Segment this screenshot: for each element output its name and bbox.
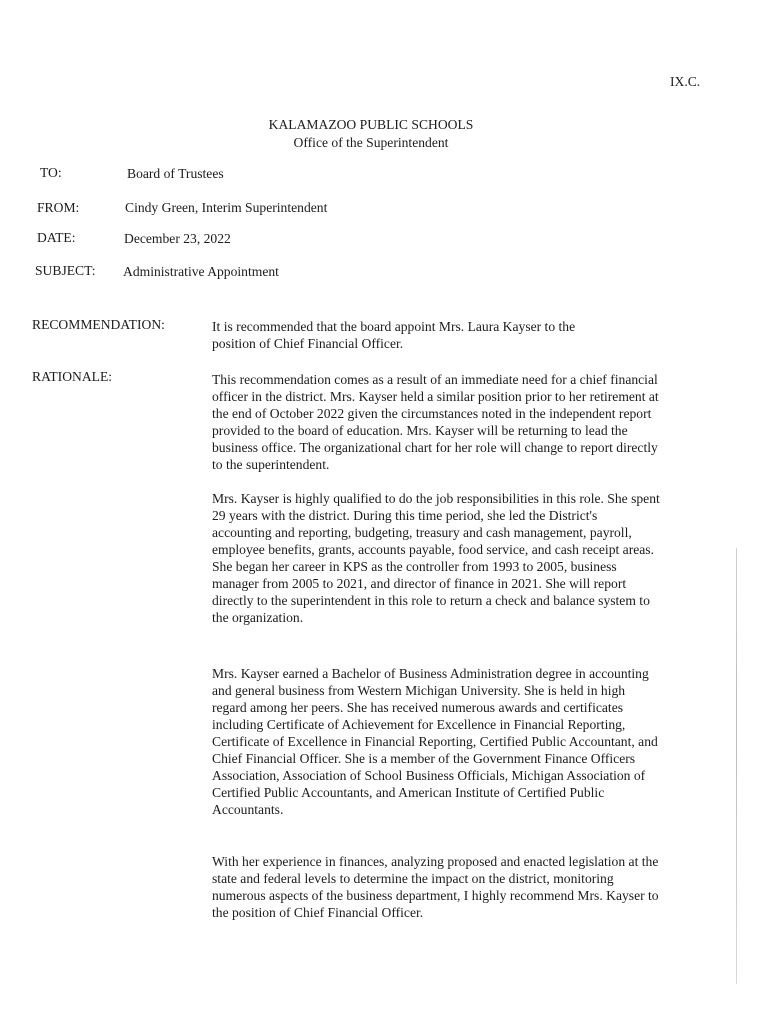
paragraph-line: Accountants.	[212, 802, 284, 817]
paragraph-line: This recommendation comes as a result of an immediate need for a chief financial	[212, 372, 658, 387]
paragraph-line: She began her career in KPS as the controller from 1993 to 2005, business	[212, 559, 617, 574]
paragraph-line: Certified Public Accountants, and American Institute of Certified Public	[212, 785, 605, 800]
paragraph-line: officer in the district. Mrs. Kayser held a similar position prior to her retirement at	[212, 389, 659, 404]
paragraph-line: manager from 2005 to 2021, and director of finance in 2021. She will report	[212, 576, 627, 591]
paragraph-line: employee benefits, grants, accounts payable, food service, and cash receipt areas.	[212, 542, 654, 557]
from-value: Cindy Green, Interim Superintendent	[125, 200, 328, 215]
from-label: FROM:	[37, 200, 80, 215]
paragraph-line: Association, Association of School Business Officials, Michigan Association of	[212, 768, 646, 783]
paragraph-line: including Certificate of Achievement for Excellence in Financial Reporting,	[212, 717, 626, 732]
scan-edge-line	[736, 548, 737, 984]
recommendation-text	[212, 318, 575, 352]
paragraph-line: the position of Chief Financial Officer.	[212, 905, 424, 920]
recommendation-line: It is recommended that the board appoint Mrs. Laura Kayser to the	[212, 319, 576, 334]
paragraph-line: 29 years with the district. During this time period, she led the District's	[212, 508, 598, 523]
paragraph-line: regard among her peers. She has received numerous awards and certificates	[212, 700, 624, 715]
date-label: DATE:	[37, 230, 76, 245]
date-value: December 23, 2022	[124, 231, 231, 246]
item-number: IX.C.	[670, 74, 701, 89]
paragraph-line: the end of October 2022 given the circumstances noted in the independent report	[212, 406, 652, 421]
subject-value: Administrative Appointment	[123, 264, 279, 279]
paragraph-line: accounting and reporting, budgeting, treasury and cash management, payroll,	[212, 525, 632, 540]
paragraph-line: Chief Financial Officer. She is a member of the Government Finance Officers	[212, 751, 636, 766]
rationale-paragraph-2	[212, 490, 660, 626]
paragraph-line: the organization.	[212, 610, 304, 625]
paragraph-line: Certificate of Excellence in Financial Reporting, Certified Public Accountant, and	[212, 734, 658, 749]
paragraph-line: state and federal levels to determine the impact on the district, monitoring	[212, 871, 614, 886]
paragraph-line: numerous aspects of the business department, I highly recommend Mrs. Kayser to	[212, 888, 659, 903]
paragraph-line: Mrs. Kayser is highly qualified to do the job responsibilities in this role. She spent	[212, 491, 660, 506]
rationale-label: RATIONALE:	[32, 369, 113, 384]
recommendation-label: RECOMMENDATION:	[32, 317, 165, 332]
paragraph-line: and general business from Western Michigan University. She is held in high	[212, 683, 626, 698]
paragraph-line: directly to the superintendent in this role to return a check and balance system to	[212, 593, 650, 608]
office-subheading: Office of the Superintendent	[293, 135, 449, 150]
paragraph-line: provided to the board of education. Mrs. Kayser will be returning to lead the	[212, 423, 628, 438]
paragraph-line: to the superintendent.	[212, 457, 330, 472]
subject-label: SUBJECT:	[35, 263, 96, 278]
rationale-paragraph-4	[212, 853, 659, 921]
to-value: Board of Trustees	[127, 166, 224, 181]
organization-heading: KALAMAZOO PUBLIC SCHOOLS	[268, 117, 474, 132]
to-label: TO:	[40, 165, 62, 180]
recommendation-line: position of Chief Financial Officer.	[212, 336, 404, 351]
paragraph-line: business office. The organizational chart for her role will change to report directly	[212, 440, 658, 455]
paragraph-line: With her experience in finances, analyzing proposed and enacted legislation at the	[212, 854, 659, 869]
rationale-paragraph-3	[212, 665, 658, 818]
rationale-paragraph-1	[212, 371, 659, 473]
paragraph-line: Mrs. Kayser earned a Bachelor of Business Administration degree in accounting	[212, 666, 649, 681]
